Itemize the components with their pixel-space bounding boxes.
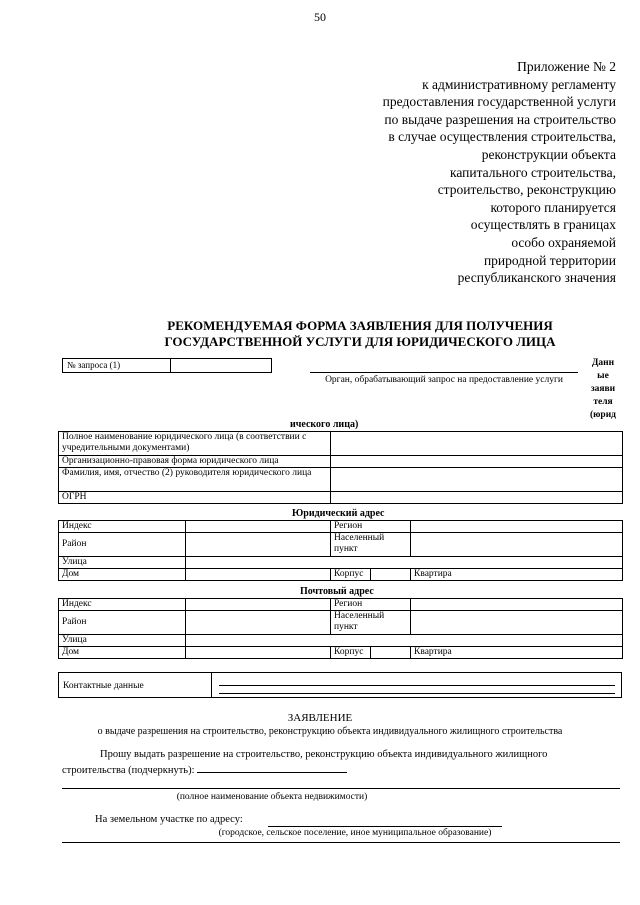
field-locality[interactable] [411,611,623,635]
land-bottom-line[interactable] [62,842,620,843]
row-label-legal-form: Организационно-правовая форма юридического лица [59,456,331,468]
field-locality[interactable] [411,533,623,557]
request-number-field[interactable] [171,359,271,372]
request-text-line: Прошу выдать разрешение на строительство, реконструкцию объекта индивидуального жилищного [100,749,548,760]
field-legal-form[interactable] [331,456,623,468]
label-locality: Населенный пункт [331,533,411,557]
appendix-line: республиканского значения [457,270,616,286]
field-street[interactable] [186,635,623,647]
form-title-line: РЕКОМЕНДУЕМАЯ ФОРМА ЗАЯВЛЕНИЯ ДЛЯ ПОЛУЧЕНИЯ [167,318,553,333]
appendix-line: реконструкции объекта [481,146,616,162]
appendix-line: по выдаче разрешения на строительство [384,111,616,127]
field-full-name[interactable] [331,432,623,456]
appendix-line: капитального строительства, [449,164,616,180]
choice-underline-field[interactable] [197,762,347,773]
field-region[interactable] [411,599,623,611]
field-region[interactable] [411,521,623,533]
field-building[interactable] [371,569,411,581]
appendix-line: природной территории [483,252,616,268]
appendix-line: осуществлять в границах [470,217,616,233]
appendix-line: в случае осуществления строительства, [388,129,616,145]
label-apartment: Квартира [411,647,623,659]
organ-line[interactable] [310,372,578,373]
field-street[interactable] [186,557,623,569]
postal-address-table [58,598,623,659]
label-apartment: Квартира [411,569,623,581]
label-house: Дом [59,569,186,581]
object-name-line[interactable] [62,788,620,789]
appendix-line: строительство, реконструкцию [437,182,616,198]
land-caption: (городское, сельское поселение, иное муниципальное образование) [218,828,492,838]
label-index: Индекс [59,521,186,533]
field-head-name[interactable] [331,468,623,492]
applicant-side-line: (юрид [590,410,616,420]
field-building[interactable] [371,647,411,659]
label-index: Индекс [59,599,186,611]
contacts-field-line[interactable] [219,685,615,686]
appendix-line: предоставления государственной услуги [382,94,616,110]
postal-address-title: Почтовый адрес [300,586,374,597]
row-label-head-name: Фамилия, имя, отчество (2) руководителя юридического лица [59,468,331,492]
applicant-side-line: ые [597,371,609,381]
label-district: Район [59,533,186,557]
applicant-side-line: заяви [590,384,616,394]
contacts-divider [211,673,212,697]
appendix-line: Приложение № 2 [517,59,616,74]
label-street: Улица [59,557,186,569]
label-house: Дом [59,647,186,659]
request-text-end: строительства (подчеркнуть): [62,765,195,776]
contacts-field-line[interactable] [219,693,615,694]
label-locality: Населенный пункт [331,611,411,635]
field-district[interactable] [186,611,331,635]
appendix-line: особо охраняемой [511,234,616,250]
appendix-line: к административному регламенту [422,76,616,92]
label-building: Корпус [331,569,371,581]
label-district: Район [59,611,186,635]
label-building: Корпус [331,647,371,659]
appendix-line: которого планируется [490,199,616,215]
row-label-ogrn: ОГРН [59,492,331,504]
statement-title: ЗАЯВЛЕНИЕ [287,712,353,724]
field-ogrn[interactable] [331,492,623,504]
land-address-label: На земельном участке по адресу: [95,814,243,825]
request-number-box [62,358,272,373]
applicant-side-label [584,357,622,422]
applicant-side-line: Данн [591,358,615,368]
appendix-header [296,58,616,287]
land-address-line[interactable] [268,826,502,827]
label-region: Регион [331,521,411,533]
contacts-label: Контактные данные [63,681,144,691]
organ-caption: Орган, обрабатывающий запрос на предоставление услуги [325,375,563,385]
page-number: 50 [314,10,326,24]
legal-address-table [58,520,623,581]
label-street: Улица [59,635,186,647]
form-title [100,318,620,350]
field-index[interactable] [186,521,331,533]
field-district[interactable] [186,533,331,557]
object-caption: (полное наименование объекта недвижимости) [176,792,368,802]
row-label-full-name: Полное наименование юридического лица (в соответствии с учредительными документами) [59,432,331,456]
legal-address-title: Юридический адрес [292,508,385,519]
applicant-section-title: ического лица) [290,419,359,430]
form-title-line: ГОСУДАРСТВЕННОЙ УСЛУГИ ДЛЯ ЮРИДИЧЕСКОГО ЛИЦА [164,334,556,349]
field-index[interactable] [186,599,331,611]
request-number-label: № запроса (1) [63,359,171,372]
request-text-line2 [62,762,618,778]
applicant-side-line: теля [593,397,613,407]
label-region: Регион [331,599,411,611]
field-house[interactable] [186,647,331,659]
contacts-box [58,672,622,698]
statement-subtitle: о выдаче разрешения на строительство, реконструкцию объекта индивидуального жилищного строительства [97,726,563,737]
request-paragraph [62,748,618,778]
field-house[interactable] [186,569,331,581]
applicant-table [58,431,623,504]
